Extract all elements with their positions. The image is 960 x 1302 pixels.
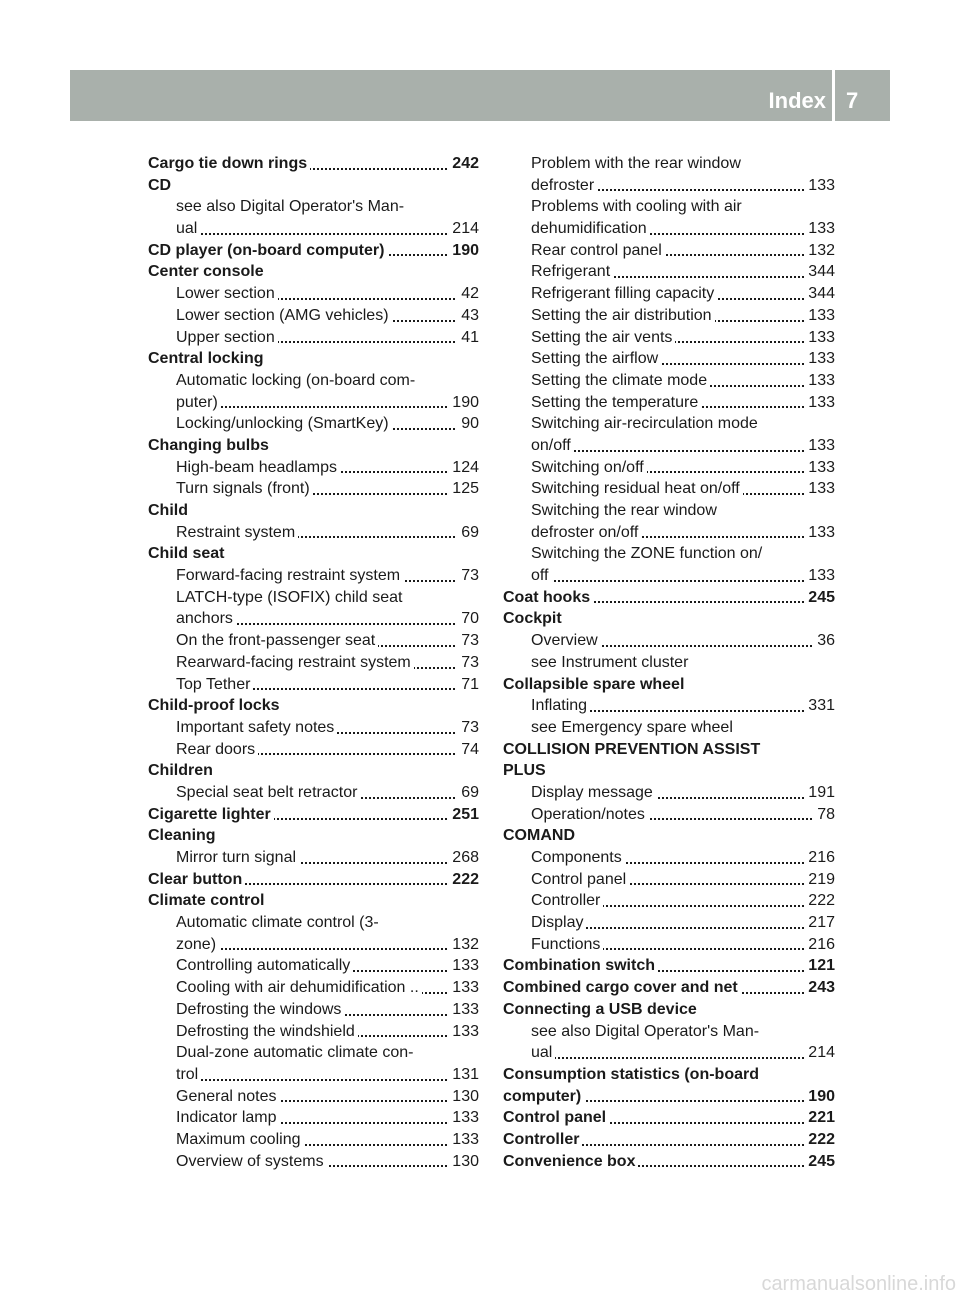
entry-text: Cooling with air dehumidification ..	[176, 977, 422, 999]
index-heading	[148, 869, 479, 891]
entry-page-number: 78	[813, 804, 835, 826]
entry-page-number: 73	[457, 565, 479, 587]
entry-page-number: 73	[457, 717, 479, 739]
index-entry	[176, 674, 479, 696]
index-entry	[531, 261, 835, 283]
watermark-url: carmanualsonline.info	[761, 1273, 956, 1295]
entry-page-number: 133	[804, 435, 835, 457]
index-entry	[531, 804, 835, 826]
index-entry	[531, 196, 835, 218]
index-entry	[176, 1042, 479, 1064]
entry-text: CD player (on-board computer)	[148, 240, 387, 262]
index-entry	[531, 847, 835, 869]
index-entry	[176, 717, 479, 739]
entry-text: Upper section	[176, 327, 278, 349]
entry-text: Changing bulbs	[148, 435, 272, 457]
entry-text: Switching on/off	[531, 457, 647, 479]
index-entry	[176, 847, 479, 869]
entry-page-number: 70	[457, 608, 479, 630]
entry-text: defroster	[531, 175, 597, 197]
entry-text: Problems with cooling with air	[531, 196, 745, 218]
entry-page-number: 121	[804, 955, 835, 977]
entry-text: Lower section (AMG vehicles)	[176, 305, 392, 327]
entry-text: Refrigerant filling capacity	[531, 283, 717, 305]
entry-text: see also Digital Operator's Man-	[531, 1021, 762, 1043]
entry-text: ual	[176, 218, 200, 240]
entry-text: Cigarette lighter	[148, 804, 274, 826]
entry-page-number: 344	[804, 261, 835, 283]
entry-text: Setting the air vents	[531, 327, 675, 349]
index-heading	[503, 674, 835, 696]
index-entry	[176, 1107, 479, 1129]
entry-text: on/off	[531, 435, 574, 457]
index-entry	[531, 327, 835, 349]
index-heading	[503, 1129, 835, 1151]
entry-text: Maximum cooling	[176, 1129, 303, 1151]
entry-page-number: 133	[804, 565, 835, 587]
entry-page-number: 133	[804, 218, 835, 240]
index-entry	[531, 175, 835, 197]
index-column-left	[148, 153, 479, 1172]
index-entry	[531, 392, 835, 414]
dot-leader	[176, 406, 479, 408]
index-entry	[176, 955, 479, 977]
entry-page-number: 245	[804, 587, 835, 609]
header-divider	[832, 70, 835, 121]
entry-text: Top Tether	[176, 674, 253, 696]
entry-page-number: 133	[804, 370, 835, 392]
entry-page-number: 222	[804, 1129, 835, 1151]
index-heading	[148, 153, 479, 175]
entry-page-number: 133	[804, 305, 835, 327]
index-heading	[503, 1151, 835, 1173]
entry-text: Switching the ZONE function on/	[531, 543, 765, 565]
index-entry	[176, 608, 479, 630]
entry-page-number: 42	[457, 283, 479, 305]
entry-text: Consumption statistics (on-board	[503, 1064, 762, 1086]
index-entry	[531, 435, 835, 457]
index-entry	[531, 695, 835, 717]
index-entry	[531, 478, 835, 500]
entry-text: Display message	[531, 782, 656, 804]
entry-text: Collapsible spare wheel	[503, 674, 687, 696]
index-entry	[531, 1021, 835, 1043]
entry-page-number: 216	[804, 847, 835, 869]
entry-text: Lower section	[176, 283, 278, 305]
index-entry	[531, 348, 835, 370]
entry-text: Child-proof locks	[148, 695, 283, 717]
index-entry	[531, 912, 835, 934]
entry-page-number: 222	[448, 869, 479, 891]
entry-text: Central locking	[148, 348, 267, 370]
entry-text: Automatic locking (on-board com-	[176, 370, 418, 392]
entry-text: Restraint system	[176, 522, 298, 544]
index-entry	[176, 739, 479, 761]
entry-text: Defrosting the windows	[176, 999, 344, 1021]
index-entry	[176, 587, 479, 609]
index-heading	[503, 955, 835, 977]
index-entry	[531, 1042, 835, 1064]
entry-page-number: 214	[804, 1042, 835, 1064]
index-entry	[176, 478, 479, 500]
entry-text: Child	[148, 500, 191, 522]
entry-text: Locking/unlocking (SmartKey)	[176, 413, 392, 435]
index-entry	[531, 630, 835, 652]
section-title: Index	[768, 88, 826, 113]
index-entry	[531, 457, 835, 479]
entry-page-number: 41	[457, 327, 479, 349]
entry-text: Inflating	[531, 695, 590, 717]
index-entry	[176, 652, 479, 674]
entry-text: off	[531, 565, 552, 587]
entry-text: Refrigerant	[531, 261, 613, 283]
entry-text: Setting the air distribution	[531, 305, 715, 327]
entry-page-number: 36	[813, 630, 835, 652]
index-entry	[531, 500, 835, 522]
entry-text: trol	[176, 1064, 201, 1086]
entry-text: Children	[148, 760, 216, 782]
entry-text: dehumidification	[531, 218, 650, 240]
index-heading	[503, 739, 835, 761]
entry-page-number: 190	[448, 392, 479, 414]
entry-page-number: 124	[448, 457, 479, 479]
entry-page-number: 222	[804, 890, 835, 912]
dot-leader	[531, 450, 835, 452]
entry-page-number: 190	[804, 1086, 835, 1108]
entry-text: puter)	[176, 392, 221, 414]
index-entry	[531, 153, 835, 175]
entry-text: Controller	[531, 890, 603, 912]
index-entry	[176, 1129, 479, 1151]
entry-page-number: 131	[448, 1064, 479, 1086]
entry-text: Components	[531, 847, 625, 869]
entry-page-number: 133	[448, 977, 479, 999]
index-heading	[503, 1064, 835, 1086]
entry-page-number: 221	[804, 1107, 835, 1129]
index-entry	[176, 1151, 479, 1173]
entry-text: Problem with the rear window	[531, 153, 744, 175]
entry-text: Forward-facing restraint system	[176, 565, 403, 587]
entry-page-number: 344	[804, 283, 835, 305]
entry-text: Control panel	[503, 1107, 609, 1129]
index-heading	[148, 240, 479, 262]
entry-page-number: 133	[448, 1107, 479, 1129]
index-heading	[148, 760, 479, 782]
entry-page-number: 219	[804, 869, 835, 891]
index-heading	[503, 608, 835, 630]
index-entry	[531, 652, 835, 674]
index-entry	[176, 912, 479, 934]
dot-leader	[176, 233, 479, 235]
entry-text: anchors	[176, 608, 236, 630]
entry-page-number: 190	[448, 240, 479, 262]
entry-text: Overview of systems	[176, 1151, 327, 1173]
index-heading	[503, 977, 835, 999]
entry-text: Defrosting the windshield	[176, 1021, 358, 1043]
entry-text: On the front-passenger seat	[176, 630, 378, 652]
entry-text: Clear button	[148, 869, 245, 891]
entry-page-number: 331	[804, 695, 835, 717]
entry-page-number: 69	[457, 522, 479, 544]
index-heading	[503, 825, 835, 847]
entry-page-number: 71	[457, 674, 479, 696]
entry-page-number: 74	[457, 739, 479, 761]
index-heading	[503, 587, 835, 609]
entry-text: Functions	[531, 934, 603, 956]
entry-text: see Instrument cluster	[531, 652, 691, 674]
entry-page-number: 133	[804, 522, 835, 544]
entry-page-number: 216	[804, 934, 835, 956]
entry-text: Rear control panel	[531, 240, 665, 262]
entry-text: Operation/notes	[531, 804, 648, 826]
entry-text: Switching residual heat on/off	[531, 478, 743, 500]
entry-page-number: 133	[804, 348, 835, 370]
entry-text: General notes	[176, 1086, 280, 1108]
index-heading	[148, 543, 479, 565]
entry-text: defroster on/off	[531, 522, 641, 544]
entry-text: Climate control	[148, 890, 267, 912]
entry-page-number: 130	[448, 1151, 479, 1173]
index-entry	[176, 457, 479, 479]
index-heading	[148, 695, 479, 717]
entry-page-number: 73	[457, 630, 479, 652]
index-entry	[176, 413, 479, 435]
index-entry	[176, 1086, 479, 1108]
dot-leader	[176, 1079, 479, 1081]
entry-text: Automatic climate control (3-	[176, 912, 382, 934]
entry-page-number: 133	[448, 999, 479, 1021]
entry-text: PLUS	[503, 760, 549, 782]
entry-page-number: 132	[448, 934, 479, 956]
entry-text: Display	[531, 912, 586, 934]
entry-text: Setting the airflow	[531, 348, 661, 370]
index-entry	[176, 522, 479, 544]
index-heading	[503, 1086, 835, 1108]
entry-text: High-beam headlamps	[176, 457, 340, 479]
index-entry	[176, 999, 479, 1021]
index-entry	[531, 218, 835, 240]
index-column-right	[503, 153, 835, 1172]
page-number: 7	[846, 88, 859, 113]
entry-text: Important safety notes	[176, 717, 337, 739]
index-heading	[503, 999, 835, 1021]
entry-text: Combined cargo cover and net	[503, 977, 741, 999]
entry-text: Indicator lamp	[176, 1107, 280, 1129]
index-entry	[176, 392, 479, 414]
entry-page-number: 43	[457, 305, 479, 327]
entry-text: Cockpit	[503, 608, 565, 630]
entry-page-number: 130	[448, 1086, 479, 1108]
entry-page-number: 133	[804, 392, 835, 414]
index-heading	[148, 261, 479, 283]
entry-page-number: 69	[457, 782, 479, 804]
index-entry	[531, 413, 835, 435]
entry-text: Cargo tie down rings	[148, 153, 310, 175]
index-entry	[176, 305, 479, 327]
entry-text: Rear doors	[176, 739, 258, 761]
entry-text: zone)	[176, 934, 219, 956]
index-entry	[531, 869, 835, 891]
entry-text: Rearward-facing restraint system	[176, 652, 414, 674]
entry-page-number: 245	[804, 1151, 835, 1173]
entry-text: see also Digital Operator's Man-	[176, 196, 407, 218]
entry-text: Mirror turn signal	[176, 847, 299, 869]
entry-text: ual	[531, 1042, 555, 1064]
index-entry	[176, 1021, 479, 1043]
entry-text: Dual-zone automatic climate con-	[176, 1042, 416, 1064]
index-heading	[503, 760, 835, 782]
entry-text: Setting the climate mode	[531, 370, 710, 392]
index-entry	[176, 218, 479, 240]
entry-page-number: 73	[457, 652, 479, 674]
index-entry	[531, 890, 835, 912]
entry-text: Switching the rear window	[531, 500, 720, 522]
index-heading	[148, 890, 479, 912]
entry-page-number: 133	[448, 955, 479, 977]
entry-text: Cleaning	[148, 825, 219, 847]
entry-page-number: 268	[448, 847, 479, 869]
index-entry	[176, 1064, 479, 1086]
index-entry	[531, 565, 835, 587]
entry-page-number: 251	[448, 804, 479, 826]
entry-page-number: 242	[448, 153, 479, 175]
index-heading	[148, 348, 479, 370]
entry-text: Coat hooks	[503, 587, 593, 609]
index-entry	[176, 782, 479, 804]
index-heading	[148, 175, 479, 197]
index-heading	[148, 500, 479, 522]
entry-text: Special seat belt retractor	[176, 782, 360, 804]
index-entry	[176, 977, 479, 999]
entry-text: Controlling automatically	[176, 955, 353, 977]
index-entry	[531, 522, 835, 544]
entry-page-number: 133	[448, 1021, 479, 1043]
entry-text: Setting the temperature	[531, 392, 701, 414]
entry-page-number: 132	[804, 240, 835, 262]
index-heading	[503, 1107, 835, 1129]
entry-text: LATCH-type (ISOFIX) child seat	[176, 587, 405, 609]
index-entry	[531, 934, 835, 956]
entry-page-number: 217	[804, 912, 835, 934]
entry-text: Turn signals (front)	[176, 478, 313, 500]
index-entry	[176, 934, 479, 956]
entry-text: CD	[148, 175, 174, 197]
index-entry	[531, 305, 835, 327]
entry-text: COLLISION PREVENTION ASSIST	[503, 739, 763, 761]
entry-page-number: 90	[457, 413, 479, 435]
entry-page-number: 125	[448, 478, 479, 500]
index-entry	[531, 543, 835, 565]
index-entry	[531, 717, 835, 739]
entry-text: Combination switch	[503, 955, 658, 977]
index-entry	[531, 370, 835, 392]
entry-text: Controller	[503, 1129, 582, 1151]
entry-text: COMAND	[503, 825, 578, 847]
index-entry	[531, 782, 835, 804]
entry-text: computer)	[503, 1086, 584, 1108]
entry-page-number: 214	[448, 218, 479, 240]
index-heading	[148, 804, 479, 826]
entry-page-number: 133	[804, 327, 835, 349]
index-entry	[176, 283, 479, 305]
index-entry	[531, 240, 835, 262]
entry-text: Center console	[148, 261, 267, 283]
index-entry	[176, 630, 479, 652]
entry-page-number: 133	[804, 457, 835, 479]
entry-text: Child seat	[148, 543, 227, 565]
index-entry	[176, 327, 479, 349]
dot-leader	[531, 580, 835, 582]
entry-text: Switching air-recirculation mode	[531, 413, 761, 435]
entry-text: see Emergency spare wheel	[531, 717, 736, 739]
entry-page-number: 191	[804, 782, 835, 804]
index-entry	[176, 196, 479, 218]
entry-text: Connecting a USB device	[503, 999, 700, 1021]
entry-page-number: 133	[804, 478, 835, 500]
entry-text: Convenience box	[503, 1151, 638, 1173]
entry-text: Control panel	[531, 869, 629, 891]
dot-leader	[531, 1057, 835, 1059]
dot-leader	[176, 948, 479, 950]
index-entry	[176, 370, 479, 392]
entry-page-number: 243	[804, 977, 835, 999]
entry-page-number: 133	[448, 1129, 479, 1151]
index-entry	[531, 283, 835, 305]
index-heading	[148, 825, 479, 847]
entry-page-number: 133	[804, 175, 835, 197]
index-entry	[176, 565, 479, 587]
index-heading	[148, 435, 479, 457]
entry-text: Overview	[531, 630, 601, 652]
